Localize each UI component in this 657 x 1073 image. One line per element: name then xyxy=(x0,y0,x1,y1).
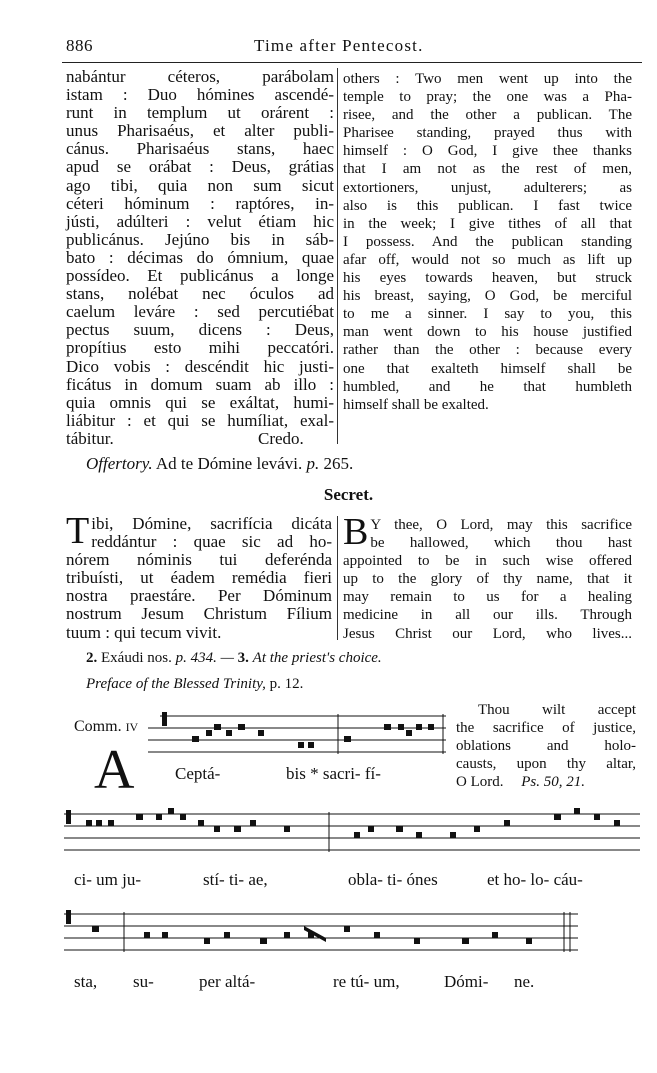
header-rule xyxy=(62,62,642,63)
communion-initial: A xyxy=(94,739,135,801)
text-line: in the week; I give tithes of all that xyxy=(343,215,632,232)
note-ref-12: p. 12. xyxy=(269,676,304,692)
text-line: céteri hóminum : raptóres, in- xyxy=(66,193,334,213)
secret-latin-column xyxy=(66,510,332,642)
chant-lyric-2a: ci- um ju- xyxy=(74,870,142,889)
chant-lyric-2b: stí- ti- ae, xyxy=(203,870,268,889)
gospel-latin-last-line: tábitur. xyxy=(66,428,114,448)
communion-english-line: oblations and holo- xyxy=(456,738,636,754)
secret-latin-initial: T xyxy=(66,510,90,552)
text-line: also is this publican. I fast twice xyxy=(343,197,632,214)
text-line: may remain to us for a healing xyxy=(343,589,632,606)
offertory-ref-p: p. xyxy=(306,454,320,473)
text-line: ago tibi, quia non sum sicut xyxy=(66,175,334,195)
text-line: to me a sinner. I say to you, this xyxy=(343,306,632,323)
communion-psalm-ref: Ps. 50, 21. xyxy=(521,774,585,790)
text-line: Jesus Christ our Lord, who lives... xyxy=(343,625,632,642)
text-line: extortioners, unjust, adulterers; as xyxy=(343,179,632,196)
column-divider xyxy=(337,68,338,444)
text-line: temple to pray; the one was a Pha- xyxy=(343,89,632,106)
text-line: unus Pharisaéus, et alter publi- xyxy=(66,121,334,141)
text-line: nostra praestáre. Per Dóminum xyxy=(66,586,332,606)
text-line: others : Two men went up into the xyxy=(343,71,632,87)
text-line: tuum : qui tecum vivit. xyxy=(66,622,222,642)
text-line: pectus suum, dicens : Deus, xyxy=(66,320,334,340)
communion-english-line: O Lord. xyxy=(456,774,504,790)
text-line: Dico vobis : descéndit hic justi- xyxy=(66,356,334,376)
rubric-note-1 xyxy=(86,650,382,667)
text-line: reddántur : quae sic ad ho- xyxy=(91,532,332,552)
text-line: propítius esto mihi peccatóri. xyxy=(66,338,334,358)
chant-lyric-3e: Dómi- xyxy=(444,972,489,991)
text-line: risee, and the other a publican. The xyxy=(343,107,632,124)
communion-english-line: causts, upon thy altar, xyxy=(456,756,636,772)
text-line: nórem nóminis tui deferénda xyxy=(66,550,332,570)
chant-staff-1 xyxy=(148,706,446,764)
communion-label xyxy=(74,718,138,736)
chant-lyric-2d: et ho- lo- cáu- xyxy=(487,870,583,889)
note-number-2: 2. xyxy=(86,650,98,666)
text-line: quia omnis qui se exáltat, humi- xyxy=(66,392,334,412)
communion-english xyxy=(456,701,636,791)
text-line: possídeo. Et publicánus a longe xyxy=(66,266,334,286)
chant-lyric-3d: re tú- um, xyxy=(333,972,400,991)
text-line: jústi, adúlteri : velut étiam hic xyxy=(66,211,334,231)
chant-lyric-3b: su- xyxy=(133,972,154,991)
note-preface: Preface of the Blessed Trinity, xyxy=(86,676,266,692)
offertory-ref-num: 265. xyxy=(323,454,354,473)
secret-english-initial: B xyxy=(343,511,369,553)
text-line: rather than the other : because every xyxy=(343,342,632,359)
secret-column-divider xyxy=(337,516,338,640)
chant-lyric-3a: sta, xyxy=(74,972,98,991)
text-line: ficátus in domum suam ab illo : xyxy=(66,374,334,394)
text-line: up to the glory of thy name, that it xyxy=(343,571,632,588)
text-line: his breast, saying, O God, be merciful xyxy=(343,288,632,305)
communion-english-line: the sacrifice of justice, xyxy=(456,720,636,736)
chant-staff-3 xyxy=(64,906,578,960)
text-line: that I am not as the rest of men, xyxy=(343,161,632,178)
chant-lyric-2c: obla- ti- ónes xyxy=(348,870,438,889)
text-line: I possess. And the publican standing xyxy=(343,233,632,250)
text-line: cánus. Pharisaéus stans, haec xyxy=(66,139,334,159)
text-line: bato : décimas do ómnium, quae xyxy=(66,247,334,267)
note-number-3: 3. xyxy=(237,650,249,666)
text-line: caelum leváre : sed percutiébat xyxy=(66,302,334,322)
text-line: Y thee, O Lord, may this sacrifice xyxy=(370,517,632,533)
text-line: himself shall be exalted. xyxy=(343,396,489,413)
text-line: humbled, and he that humbleth xyxy=(343,378,632,395)
secret-english-column xyxy=(343,511,632,643)
communion-label-text: Comm. xyxy=(74,718,122,735)
communion-mode: IV xyxy=(125,720,139,734)
text-line: nostrum Jesum Christum Fílium xyxy=(66,604,332,624)
gospel-latin-column xyxy=(66,68,334,448)
text-line: man went down to his house justified xyxy=(343,324,632,341)
note-priests-choice: At the priest's choice. xyxy=(252,650,382,666)
text-line: himself : O God, I give thee thanks xyxy=(343,143,632,160)
text-line: runt in templum ut orárent : xyxy=(66,103,334,123)
chant-lyric-1b: bis * sacri- fí- xyxy=(286,764,381,783)
running-header xyxy=(66,36,646,60)
gospel-english-column xyxy=(343,70,632,414)
text-line: tribuísti, ut éadem remédia fieri xyxy=(66,568,332,588)
text-line: nabántur céteros, parábolam xyxy=(66,67,334,86)
text-line: be hallowed, which thou hast xyxy=(370,535,632,552)
text-line: his eyes towards heaven, but struck xyxy=(343,270,632,287)
secret-heading: Secret. xyxy=(323,485,374,504)
chant-staff-2 xyxy=(64,806,640,860)
note-ref-434: p. 434. — xyxy=(175,650,234,666)
text-line: appointed to be in such wise offered xyxy=(343,553,632,570)
chant-lyric-3f: ne. xyxy=(514,972,535,991)
offertory-line xyxy=(86,454,353,474)
credo-rubric: Credo. xyxy=(258,428,304,448)
text-line: stans, nolébat nec óculos ad xyxy=(66,284,334,304)
text-line: ibi, Dómine, sacrifícia dicáta xyxy=(91,514,332,533)
offertory-label: Offertory. xyxy=(86,454,153,473)
chant-lyric-3c: per altá- xyxy=(199,972,256,991)
page-number: 886 xyxy=(66,36,93,55)
text-line: publicánus. Jejúno bis in sáb- xyxy=(66,229,334,249)
text-line: istam : Duo hómines ascendé- xyxy=(66,85,334,105)
communion-english-line: Thou wilt accept xyxy=(478,702,636,718)
chant-lyric-1a: Ceptá- xyxy=(175,764,221,783)
page-title: Time after Pentecost. xyxy=(254,36,424,55)
text-line: afar off, would not so much as lift up xyxy=(343,251,632,268)
text-line: medicine in all our ills. Through xyxy=(343,607,632,624)
rubric-note-2 xyxy=(86,676,303,693)
note-exaudi: Exáudi nos. xyxy=(101,650,172,666)
text-line: liábitur : et qui se humíliat, exal- xyxy=(66,410,334,430)
offertory-text: Ad te Dómine levávi. xyxy=(155,454,303,473)
text-line: one that exalteth himself shall be xyxy=(343,360,632,377)
text-line: apud se orábat : Deus, grátias xyxy=(66,157,334,177)
text-line: Pharisee standing, prayed thus with xyxy=(343,125,632,142)
